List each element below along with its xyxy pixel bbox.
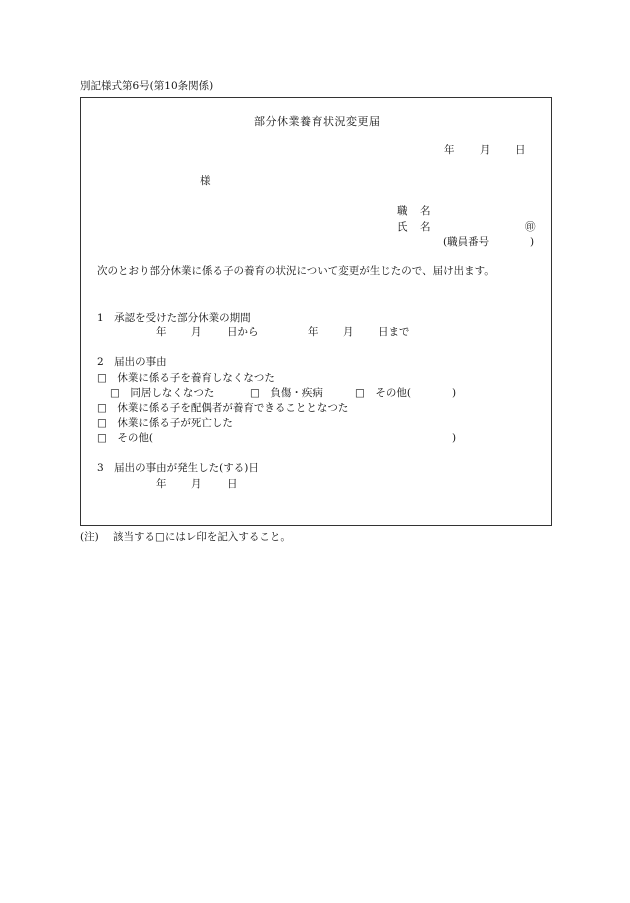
- period-to-day[interactable]: 日まで: [378, 326, 410, 338]
- position-label-2: 名: [420, 205, 431, 217]
- occurrence-year[interactable]: 年: [156, 478, 167, 490]
- section2-heading: 2 届出の事由: [97, 356, 167, 368]
- employee-number-label: (職員番号: [443, 236, 490, 248]
- reason-not-living-together[interactable]: □ 同居しなくなつた: [110, 387, 215, 399]
- period-to-year[interactable]: 年: [308, 326, 319, 338]
- name-label-2: 名: [420, 221, 431, 233]
- reason-other-sub[interactable]: □ その他(: [355, 387, 412, 399]
- date-month[interactable]: 月: [480, 144, 491, 156]
- form-number: 別記様式第6号(第10条関係): [80, 80, 214, 92]
- date-year[interactable]: 年: [444, 144, 455, 156]
- period-from-month[interactable]: 月: [191, 326, 202, 338]
- reason-injury-illness[interactable]: □ 負傷・疾病: [250, 387, 323, 399]
- reason-child-deceased[interactable]: □ 休業に係る子が死亡した: [97, 417, 233, 429]
- date-day[interactable]: 日: [515, 144, 526, 156]
- addressee-suffix: 様: [200, 175, 211, 187]
- section1-heading: 1 承認を受けた部分休業の期間: [97, 312, 251, 324]
- period-from-year[interactable]: 年: [156, 326, 167, 338]
- name-label-1: 氏: [397, 221, 408, 233]
- period-to-month[interactable]: 月: [343, 326, 354, 338]
- seal-mark: ㊞: [525, 221, 536, 233]
- occurrence-day[interactable]: 日: [227, 478, 238, 490]
- reason-other-close: ): [452, 432, 457, 444]
- occurrence-month[interactable]: 月: [191, 478, 202, 490]
- form-title: 部分休業養育状況変更届: [254, 115, 381, 128]
- statement-text: 次のとおり部分休業に係る子の養育の状況について変更が生じたので、届け出ます。: [97, 265, 495, 277]
- reason-no-longer-raising[interactable]: □ 休業に係る子を養育しなくなつた: [97, 372, 275, 384]
- reason-other[interactable]: □ その他(: [97, 432, 154, 444]
- section3-heading: 3 届出の事由が発生した(する)日: [97, 462, 259, 474]
- reason-spouse-can-raise[interactable]: □ 休業に係る子を配偶者が養育できることとなつた: [97, 402, 349, 414]
- position-label-1: 職: [397, 205, 408, 217]
- note-label: (注): [80, 531, 99, 543]
- note-text: 該当する□にはレ印を記入すること。: [113, 531, 291, 543]
- period-from-day[interactable]: 日から: [227, 326, 259, 338]
- reason-other-sub-close: ): [452, 387, 457, 399]
- employee-number-close: ): [530, 236, 535, 248]
